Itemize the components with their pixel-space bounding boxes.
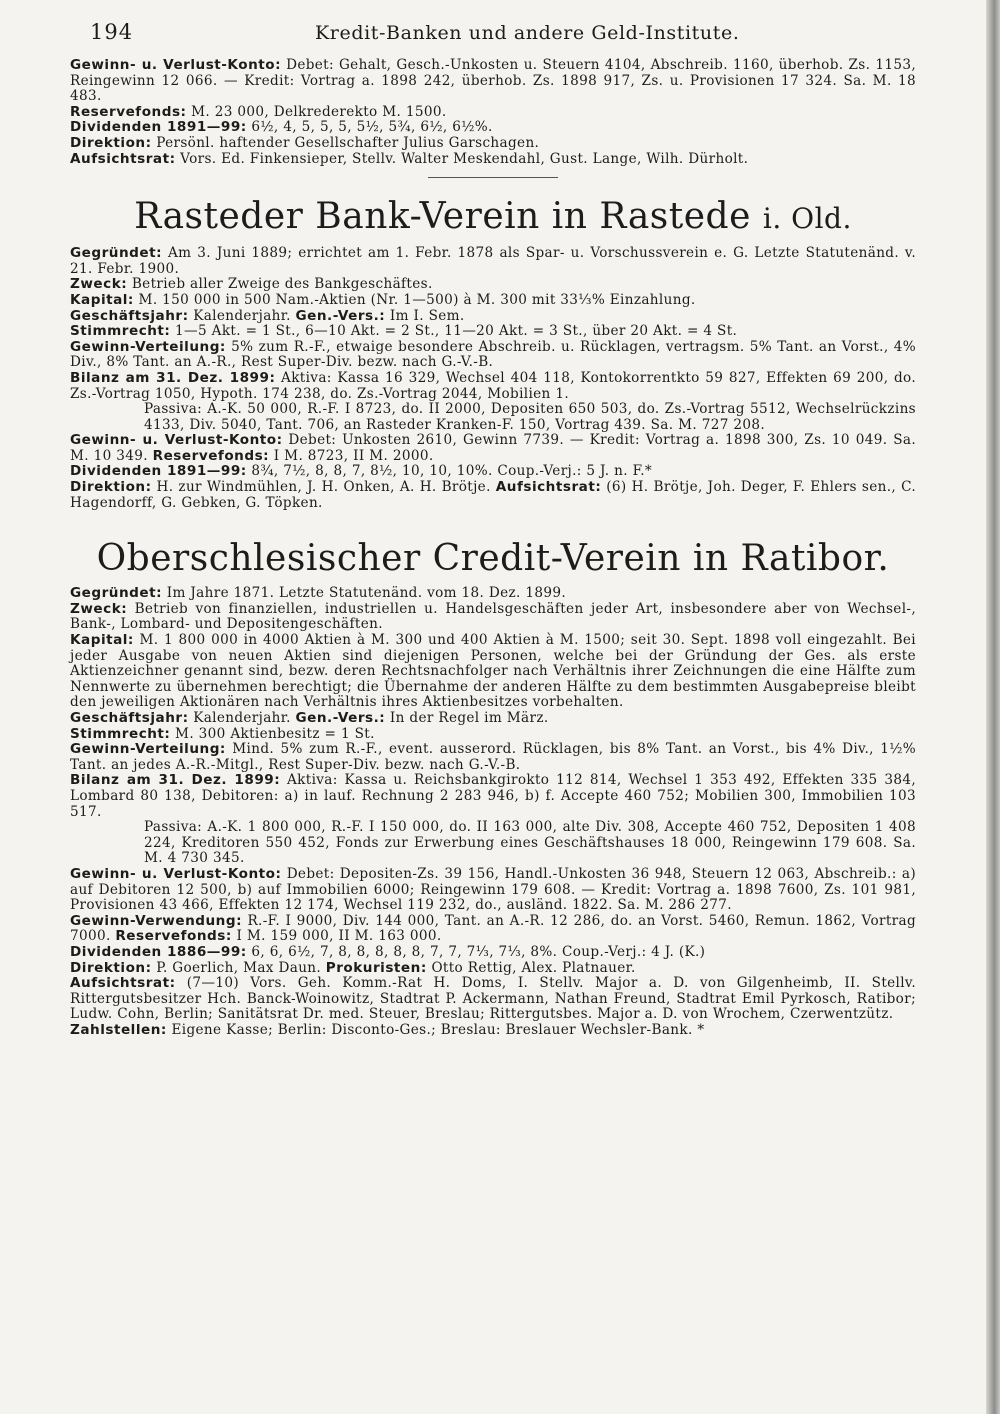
bank-title-oberschlesischer	[70, 538, 916, 580]
field-text: M. 150 000 in 500 Nam.-Aktien (Nr. 1—500) à M. 300 mit 33⅓% Einzahlung.	[138, 291, 696, 308]
field-label: Gewinn-Verwendung:	[70, 912, 243, 929]
field-text: 6½, 4, 5, 5, 5, 5½, 5¾, 6½, 6½%.	[251, 119, 493, 136]
field-text: M. 300 Aktienbesitz = 1 St.	[175, 725, 375, 742]
bank-title-rasteder	[70, 196, 916, 240]
entry-paragraph	[70, 433, 916, 464]
field-text: M. 23 000, Delkrederekto M. 1500.	[191, 103, 447, 120]
field-text: 6, 6, 6½, 7, 8, 8, 8, 8, 8, 7, 7, 7⅓, 7⅓, 8%. Coup.-Verj.: 4 J. (K.)	[251, 943, 706, 960]
entry-paragraph	[70, 976, 916, 1023]
field-text: Otto Rettig, Alex. Platnauer.	[431, 959, 636, 976]
field-label: Reservefonds:	[115, 928, 232, 945]
field-label: Direktion:	[70, 479, 152, 496]
field-label: Gewinn-Verteilung:	[70, 338, 226, 355]
field-text: Im I. Sem.	[389, 307, 465, 324]
field-text: Betrieb aller Zweige des Bankgeschäftes.	[131, 276, 433, 293]
field-text: Am 3. Juni 1889; errichtet am 1. Febr. 1878 als Spar- u. Vorschussverein e. G. Letzte Statutenänd. v. 21. Febr. 1900.	[70, 245, 917, 277]
field-text: Passiva: A.-K. 50 000, R.-F. I 8723, do. II 2000, Depositen 650 503, do. Zs.-Vortrag 5512, Wechselrückzins 4133, Div. 5040, Tant. 706, an Rasteder Kranken-F. 150, Vortrag 439. Sa. M. 727 208.	[144, 401, 916, 433]
field-label: Gewinn- u. Verlust-Konto:	[70, 865, 282, 882]
entry-paragraph	[70, 586, 916, 602]
field-label: Gewinn-Verteilung:	[70, 741, 226, 758]
entry-paragraph	[70, 961, 916, 977]
rasteder-entry	[70, 246, 916, 511]
entry-paragraph	[70, 464, 916, 480]
entry-paragraph	[70, 402, 916, 433]
field-label: Geschäftsjahr:	[70, 710, 189, 726]
field-text: Debet: Depositen-Zs. 39 156, Handl.-Unkosten 36 948, Steuern 12 063, Abschreib.: a) auf Debitoren 12 500, b) auf Immobilien 6000; Reingewinn 179 608. — Kredit: Vortrag a. 1898 7600, Zs. 101 981, Provisionen 43 466, Effekten 12 174, Wechsel 119 232, do., ausländ. 1822. Sa. M. 286 277.	[70, 865, 917, 914]
field-text: Vors. Ed. Finkensieper, Stellv. Walter Meskendahl, Gust. Lange, Wilh. Dürholt.	[180, 150, 749, 167]
entry-paragraph	[70, 820, 916, 867]
field-text: Kalenderjahr.	[193, 710, 291, 726]
entry-paragraph	[70, 293, 916, 309]
oberschlesischer-entry	[70, 586, 916, 1038]
field-label: Bilanz am 31. Dez. 1899:	[70, 369, 276, 386]
entry-paragraph	[70, 324, 916, 340]
field-label: Aufsichtsrat:	[70, 150, 176, 167]
field-label: Dividenden 1891—99:	[70, 463, 247, 480]
field-label: Direktion:	[70, 134, 152, 151]
entry-paragraph	[70, 246, 916, 277]
field-label: Gen.-Vers.:	[295, 710, 386, 726]
field-label: Bilanz am 31. Dez. 1899:	[70, 772, 281, 789]
field-text: 8¾, 7½, 8, 8, 7, 8½, 10, 10, 10%. Coup.-Verj.: 5 J. n. F.*	[251, 463, 653, 480]
entry-paragraph	[70, 727, 916, 743]
field-label: Zahlstellen:	[70, 1021, 167, 1038]
field-text: Eigene Kasse; Berlin: Disconto-Ges.; Breslau: Breslauer Wechsler-Bank. *	[171, 1021, 705, 1038]
running-title: Kredit-Banken und andere Geld-Institute.	[315, 22, 740, 44]
field-text: Kalenderjahr.	[193, 307, 291, 324]
field-label: Gegründet:	[70, 585, 163, 602]
field-label: Gewinn- u. Verlust-Konto:	[70, 57, 282, 73]
bank-title-rasteder-name: Rasteder Bank-Verein in Rastede	[134, 196, 751, 238]
field-label: Kapital:	[70, 632, 134, 649]
entry-paragraph	[70, 711, 916, 727]
field-label: Stimmrecht:	[70, 323, 171, 340]
field-text: I M. 159 000, II M. 163 000.	[236, 928, 442, 945]
field-text: Debet: Unkosten 2610, Gewinn 7739. — Kredit: Vortrag a. 1898 300, Zs. 10 049. Sa. M. 10 349.	[70, 432, 916, 464]
field-label: Dividenden 1886—99:	[70, 943, 247, 960]
entry-paragraph	[70, 602, 916, 633]
bank-title-rasteder-suffix: i. Old.	[762, 202, 852, 236]
field-text: Aktiva: Kassa 16 329, Wechsel 404 118, Kontokorrentkto 59 827, Effekten 69 200, do. Zs.-Vortrag 1050, Hypoth. 174 238, do. Zs.-Vortrag 2044, Mobilien 1.	[70, 369, 917, 402]
field-text: Persönl. haftender Gesellschafter Julius Garschagen.	[156, 134, 540, 151]
entry-paragraph	[70, 309, 916, 325]
field-text: P. Goerlich, Max Daun.	[156, 959, 322, 976]
field-text: Aktiva: Kassa u. Reichsbankgirokto 112 814, Wechsel 1 353 492, Effekten 335 384, Lombard 80 138, Debitoren: a) in lauf. Rechnung 2 283 946, b) f. Accepte 460 752; Mobilien 300, Immobilien 103 517.	[70, 772, 916, 820]
field-text: M. 1 800 000 in 4000 Aktien à M. 300 und 400 Aktien à M. 1500; seit 30. Sept. 1898 voll eingezahlt. Bei jeder Ausgabe von neuen Aktien sind diejenigen Personen, welche bei der Gründung der Ges. als erste Aktienzeichner genannt sind, bezw. deren Rechtsnachfolger nach Verhältnis ihrer Zeichnungen die eine Hälfte zum Nennwerte zu übernehmen berechtigt; die Übernahme der anderen Hälfte zu dem bestimmten Ausgabepreise bleibt den jeweiligen Aktionären nach Verhältnis ihres Aktienbesitzes vorbehalten.	[70, 632, 917, 711]
field-label: Reservefonds:	[152, 447, 270, 464]
field-label: Zweck:	[70, 600, 128, 617]
entry-paragraph	[70, 742, 916, 773]
field-text: Mind. 5% zum R.-F., event. ausserord. Rücklagen, bis 8% Tant. an Vorst., bis 4% Div., 1½% Tant. an jedes A.-R.-Mitgl., Rest Super-Div. bezw. nach G.-V.-B.	[70, 741, 916, 773]
field-text: 5% zum R.-F., etwaige besondere Abschreib. u. Rücklagen, vertragsm. 5% Tant. an Vorst., 4% Div., 8% Tant. an A.-R., Rest Super-Div. bezw. nach G.-V.-B.	[70, 338, 916, 371]
field-label: Aufsichtsrat:	[70, 975, 176, 992]
entry-paragraph	[70, 105, 916, 121]
entry-paragraph	[70, 277, 916, 293]
entry-paragraph	[70, 867, 916, 914]
entry-paragraph	[70, 371, 916, 402]
field-text: (6) H. Brötje, Joh. Deger, F. Ehlers sen., C. Hagendorff, G. Gebken, G. Töpken.	[70, 479, 917, 511]
field-text: Passiva: A.-K. 1 800 000, R.-F. I 150 000, do. II 163 000, alte Div. 308, Accepte 460 752, Depositen 1 408 224, Kreditoren 550 452, Fonds zur Erwerbung eines Geschäftshauses 18 000, Reingewinn 179 608. Sa. M. 4 730 345.	[144, 819, 916, 867]
field-label: Gewinn- u. Verlust-Konto:	[70, 432, 283, 449]
field-label: Zweck:	[70, 276, 128, 293]
field-label: Gen.-Vers.:	[295, 307, 386, 324]
entry-paragraph	[70, 58, 916, 105]
bank-title-oberschlesischer-name: Oberschlesischer Credit-Verein in Ratibor.	[96, 538, 890, 580]
entry-paragraph	[70, 945, 916, 961]
page-number: 194	[90, 20, 134, 44]
field-label: Aufsichtsrat:	[495, 479, 602, 496]
field-label: Geschäftsjahr:	[70, 307, 189, 324]
field-label: Kapital:	[70, 291, 134, 308]
entry-paragraph	[70, 340, 916, 371]
field-label: Direktion:	[70, 959, 152, 976]
entry-paragraph	[70, 480, 916, 511]
field-label: Prokuristen:	[325, 959, 427, 976]
field-text: R.-F. I 9000, Div. 144 000, Tant. an A.-R. 12 286, do. an Vorst. 5460, Remun. 1862, Vortrag 7000.	[70, 912, 917, 945]
field-text: H. zur Windmühlen, J. H. Onken, A. H. Brötje.	[156, 479, 491, 496]
entry-paragraph	[70, 152, 916, 168]
field-text: I M. 8723, II M. 2000.	[273, 447, 434, 464]
entry-paragraph	[70, 633, 916, 711]
field-text: (7—10) Vors. Geh. Komm.-Rat H. Doms, I. Stellv. Major a. D. von Gilgenheimb, II. Stellv. Rittergutsbesitzer Hch. Banck-Woinowitz, Stadtrat P. Ackermann, Nathan Freund, Stadtrat Emil Pyrkosch, Ratibor; Ludw. Cohn, Berlin; Sanitätsrat Dr. med. Steuer, Breslau; Rittergutsbes. Major a. D. von Wrochem, Czerwentzütz.	[70, 975, 917, 1023]
field-label: Gegründet:	[70, 245, 163, 262]
field-text: 1—5 Akt. = 1 St., 6—10 Akt. = 2 St., 11—20 Akt. = 3 St., über 20 Akt. = 4 St.	[175, 323, 738, 340]
separator-rule	[428, 177, 558, 178]
field-label: Stimmrecht:	[70, 725, 171, 742]
page-header	[70, 18, 916, 58]
field-text: In der Regel im März.	[389, 710, 549, 726]
entry-paragraph	[70, 914, 916, 945]
entry-paragraph	[70, 773, 916, 820]
entry-paragraph	[70, 136, 916, 152]
field-text: Debet: Gehalt, Gesch.-Unkosten u. Steuern 4104, Abschreib. 1160, überhob. Zs. 1153, Reingewinn 12 066. — Kredit: Vortrag a. 1898 242, überhob. Zs. 1898 917, Zs. u. Provisionen 17 324. Sa. M. 18 483.	[70, 57, 916, 105]
previous-entry	[70, 58, 916, 167]
field-text: Im Jahre 1871. Letzte Statutenänd. vom 18. Dez. 1899.	[166, 585, 567, 602]
field-label: Dividenden 1891—99:	[70, 119, 247, 136]
entry-paragraph	[70, 120, 916, 136]
page-edge-shadow	[986, 0, 1000, 1414]
field-label: Reservefonds:	[70, 103, 187, 120]
field-text: Betrieb von finanziellen, industriellen u. Handelsgeschäften jeder Art, insbesondere aber von Wechsel-, Bank-, Lombard- und Depositengeschäften.	[70, 600, 917, 633]
entry-paragraph	[70, 1023, 916, 1039]
